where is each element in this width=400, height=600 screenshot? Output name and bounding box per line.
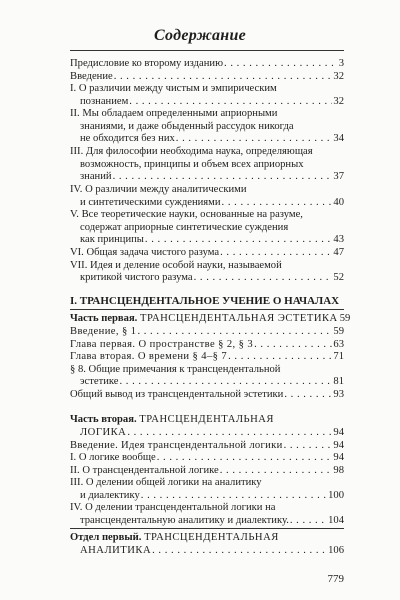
part-two-heading: Часть вторая. ТРАНСЦЕНДЕНТАЛЬНАЯ ЛОГИКА . . . 94 xyxy=(70,414,344,439)
toc-entry-intro-2: II. Мы обладаем определенными априорными знаниями, и даже обыденный рассудок никогда не обходится без них . . . 34 xyxy=(70,108,344,146)
toc-entry-intro-4: IV. О различии между аналитическими и синтетическими суждениями . . . 40 xyxy=(70,184,344,209)
section-rule xyxy=(70,309,344,310)
toc-entry-aesthetic-s8: § 8. Общие примечания к трансцендентальной эстетике . . . 81 xyxy=(70,364,344,389)
page-number: 779 xyxy=(327,573,344,585)
toc-entry-intro-3: III. Для философии необходима наука, определяющая возможность, принципы и объем всех априорных знаний . . . 37 xyxy=(70,146,344,184)
division-rule xyxy=(70,528,344,529)
toc-entry-aesthetic-ch1: Глава первая. О пространстве § 2, § 3 . . . 63 xyxy=(70,339,344,352)
page-title: Содержание xyxy=(153,27,247,44)
toc-entry-aesthetic-conclusion: Общий вывод из трансцендентальной эстетики . . . 93 xyxy=(70,389,344,402)
toc-entry-logic-2: II. О трансцендентальной логике . . . 98 xyxy=(70,465,344,478)
title-rule xyxy=(70,50,344,51)
division-one-heading: Отдел первый. ТРАНСЦЕНДЕНТАЛЬНАЯ АНАЛИТИКА . . . 106 xyxy=(70,532,344,557)
toc-entry-intro-7: VII. Идея и деление особой науки, называемой критикой чистого разума . . . 52 xyxy=(70,260,344,285)
section-heading: I. ТРАНСЦЕНДЕНТАЛЬНОЕ УЧЕНИЕ О НАЧАЛАХ xyxy=(70,295,340,307)
toc-entry-preface: Предисловие ко второму изданию . . . 3 xyxy=(70,58,344,71)
toc-entry-aesthetic-intro: Введение, § 1 . . . 59 xyxy=(70,326,344,339)
toc-entry-intro-6: VI. Общая задача чистого разума . . . 47 xyxy=(70,247,344,260)
toc-entry-aesthetic-ch2: Глава вторая. О времени § 4–§ 7 . . . 71 xyxy=(70,351,344,364)
toc-entry-logic-4: IV. О делении трансцендентальной логики на трансцендентальную аналитику и диалектику. . . . 104 xyxy=(70,502,344,527)
toc-entry-logic-intro: Введение. Идея трансцендентальной логики . . . 94 xyxy=(70,440,344,453)
toc-entry-intro-5: V. Все теоретические науки, основанные на разуме, содержат априорные синтетические суждения как принципы . . . 43 xyxy=(70,209,344,247)
toc-entry-logic-1: I. О логике вообще . . . 94 xyxy=(70,452,344,465)
toc-entry-logic-3: III. О делении общей логики на аналитику и диалектику . . . 100 xyxy=(70,477,344,502)
toc-entry-introduction: Введение . . . 32 xyxy=(70,71,344,84)
toc-entry-intro-1: I. О различии между чистым и эмпирическим познанием . . . 32 xyxy=(70,83,344,108)
part-one-heading: Часть первая. ТРАНСЦЕНДЕНТАЛЬНАЯ ЭСТЕТИКА 59 xyxy=(70,313,351,324)
